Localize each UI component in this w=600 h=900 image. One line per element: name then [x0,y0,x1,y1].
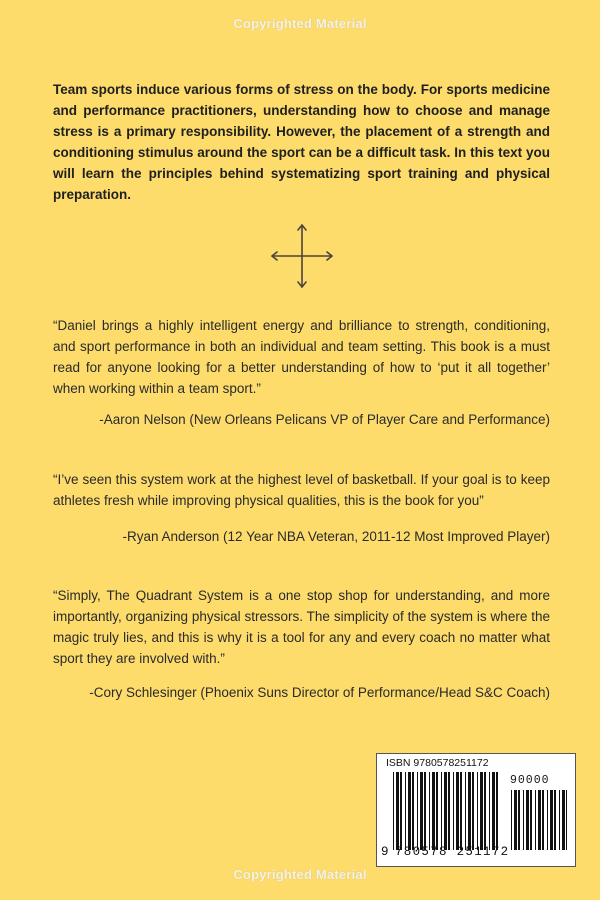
barcode-bar [412,772,414,850]
price-code: 90000 [510,774,550,787]
barcode-bar [492,772,495,850]
barcode-bar [393,772,394,850]
testimonial-quote-3: “Simply, The Quadrant System is a one stop shop for understanding, and more importantly, organizing physical stressors. The simplicity of the system is where the magic truly lies, and this is why it is a tool for any and every coach no matter what sport they are involved with.” [53,588,550,666]
barcode-bar [468,772,471,850]
barcode-bar [489,772,490,850]
barcode-bar [496,772,498,850]
barcode-first-digit: 9 [381,845,390,859]
barcode-bar [472,772,474,850]
barcode-bar [396,772,399,850]
barcode-bar [535,790,536,850]
barcode-bar [432,772,435,850]
testimonial-attribution-2: -Ryan Anderson (12 Year NBA Veteran, 2011-12 Most Improved Player) [122,529,550,544]
barcode-bar [477,772,478,850]
barcode-bar [526,790,529,850]
barcode-bar [456,772,459,850]
barcode-bar [547,790,548,850]
barcode-bar [453,772,454,850]
barcode-bar [530,790,532,850]
barcode-bar [523,790,524,850]
barcode-bar [538,790,541,850]
barcode-bar [562,790,565,850]
barcode-bar [400,772,402,850]
barcode-bar [424,772,426,850]
four-way-arrow-icon [270,223,334,289]
barcode-bar [460,772,462,850]
isbn-barcode [376,753,576,867]
barcode-bar [550,790,553,850]
barcode-bar [408,772,411,850]
barcode-bar [511,790,512,850]
barcode-bar [465,772,466,850]
barcode-bar [566,790,567,850]
barcode-bar [480,772,483,850]
barcode-bar [436,772,438,850]
barcode-digits: 780578 251172 [395,845,510,859]
barcode-bar [448,772,450,850]
isbn-label: ISBN 9780578251172 [386,757,489,769]
barcode-bar [405,772,406,850]
watermark-bottom: Copyrighted Material [233,867,367,882]
testimonial-attribution-1: -Aaron Nelson (New Orleans Pelicans VP of Player Care and Performance) [99,412,550,427]
barcode-bar [484,772,486,850]
barcode-bar [429,772,430,850]
barcode-bar [441,772,442,850]
barcode-bar [559,790,560,850]
barcode-bar [444,772,447,850]
watermark-top: Copyrighted Material [233,16,367,31]
testimonial-quote-2: “I’ve seen this system work at the highest level of basketball. If your goal is to keep athletes fresh while improving physical qualities, this is the book for you” [53,472,550,508]
testimonial-quote-1: “Daniel brings a highly intelligent energy and brilliance to strength, conditioning, and sport performance in both an individual and team setting. This book is a must read for anyone looking for a better understanding of how to ‘put it all together’ when working within a team sport.” [53,318,550,396]
barcode-bar [554,790,556,850]
barcode-bar [420,772,423,850]
intro-paragraph: Team sports induce various forms of stress on the body. For sports medicine and performance practitioners, understanding how to choose and manage stress is a primary responsibility. However, the placement of a strength and conditioning stimulus around the sport can be a difficult task. In this text you will learn the principles behind systematizing sport training and physical preparation. [53,82,550,202]
testimonial-attribution-3: -Cory Schlesinger (Phoenix Suns Director of Performance/Head S&C Coach) [89,685,550,700]
barcode-bar [542,790,544,850]
barcode-bar [514,790,517,850]
barcode-bar [417,772,418,850]
barcode-bar [518,790,520,850]
